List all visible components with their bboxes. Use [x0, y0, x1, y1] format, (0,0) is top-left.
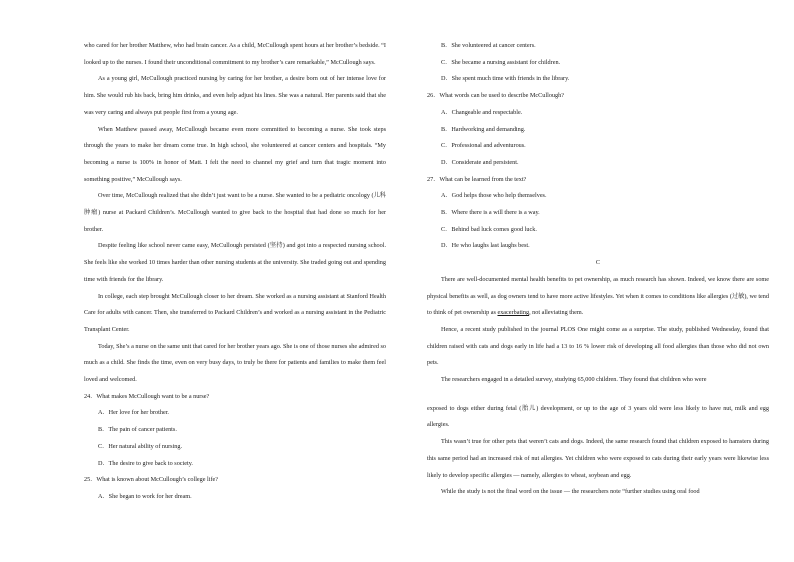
question-26-option-b: B．Hardworking and demanding.	[441, 125, 526, 133]
question-25-option-d: D．She spent much time with friends in the library.	[441, 75, 570, 83]
question-24-option-b: B．The pain of cancer patients.	[98, 426, 177, 434]
passage-c-paragraph-1-end: , not alleviating them.	[529, 309, 584, 317]
passage-c-paragraph-1-text: There are well-documented mental health benefits to pet ownership, as much research has shown. Indeed, we know there are some physical benefits as well, as dog owners tend to have more active lifestyles. Yet when it comes to conditions like allergies (过敏), we tend to think of pet ownership as	[427, 275, 769, 317]
question-25-option-a: A．She began to work for her dream.	[98, 492, 192, 500]
question-25-option-c: C．She became a nursing assistant for children.	[441, 58, 561, 66]
passage-c-paragraph-1	[427, 272, 769, 322]
passage-c-paragraph-3-continued: exposed to dogs either during fetal (胎儿) development, or up to the age of 3 years old were less likely to have nut, milk and egg allergies.	[427, 404, 769, 429]
question-26: 26．What words can be used to describe McCullough?	[427, 92, 564, 100]
passage-b-paragraph-5: Despite feeling like school never came easy, McCullough persisted (坚持) and got into a respected nursing school. She feels like she worked 10 times harder than other nursing students at the university. She traded going out and spending time with friends for the library.	[84, 242, 386, 283]
question-24-option-d: D．The desire to give back to society.	[98, 459, 193, 467]
passage-b-paragraph-6: In college, each step brought McCullough closer to her dream. She worked as a nursing assistant at Stanford Health Care for adults with cancer. Then, she transferred to Packard Children’s and worked as a nursing assistant in the Pediatric Transplant Center.	[84, 292, 386, 333]
question-25: 25．What is known about McCullough’s college life?	[84, 476, 219, 484]
question-26-option-d: D．Considerate and persistent.	[441, 158, 519, 166]
question-27: 27．What can be learned from the text?	[427, 175, 527, 183]
right-column	[427, 38, 769, 501]
question-27-option-b: B．Where there is a will there is a way.	[441, 209, 540, 217]
passage-b-paragraph-4: Over time, McCullough realized that she didn’t just want to be a nurse. She wanted to be a pediatric oncology (儿科肿瘤) nurse at Packard Children’s. McCullough wanted to give back to the hospital that had done so much for her brother.	[84, 192, 386, 233]
question-24: 24．What makes McCullough want to be a nurse?	[84, 392, 210, 400]
passage-b-paragraph-1: who cared for her brother Matthew, who had brain cancer. As a child, McCullough spent hours at her brother’s bedside. “I looked up to the nurses. I found their unconditional commitment to my brother’s care remarkable,” McCullough says.	[84, 42, 386, 66]
question-27-option-a: A．God helps those who help themselves.	[441, 192, 547, 200]
column-gap	[427, 389, 769, 401]
question-25-option-b: B．She volunteered at cancer centers.	[441, 42, 536, 49]
question-26-option-a: A．Changeable and respectable.	[441, 108, 523, 116]
underlined-word: exacerbating	[497, 309, 530, 317]
passage-b-paragraph-7: Today, She’s a nurse on the same unit that cared for her brother years ago. She is one of those nurses she admired so much as a child. She finds the time, even on very busy days, to truly be there for patients and families to make them feel loved and welcomed.	[84, 342, 386, 384]
passage-c-paragraph-4: This wasn’t true for other pets that weren’t cats and dogs. Indeed, the same research found that children exposed to hamsters during this same period had an increased risk of nut allergies. Yet children who were exposed to cats during their early years were likewise less likely to develop specific allergies — namely, allergies to wheat, soybean and egg.	[427, 438, 769, 479]
question-26-option-c: C．Professional and adventurous.	[441, 142, 526, 150]
question-27-option-d: D．He who laughs last laughs best.	[441, 242, 530, 250]
question-27-option-c: C．Behind bad luck comes good luck.	[441, 225, 537, 233]
passage-b-paragraph-2: As a young girl, McCullough practiced nursing by caring for her brother, a desire born out of her intense love for him. She would rub his back, bring him drinks, and even help adjust his lines. She was a natural. Her parents said that she was very caring and always put people first from a young age.	[84, 75, 386, 116]
passage-c-paragraph-2: Hence, a recent study published in the journal PLOS One might come as a surprise. The study, published Wednesday, found that children raised with cats and dogs early in life had a 13 to 16 % lower risk of developing all food allergies than those who did not own pets.	[427, 325, 769, 367]
question-24-option-a: A．Her love for her brother.	[98, 409, 169, 417]
passage-c-paragraph-5: While the study is not the final word on the issue — the researchers note “further studies using oral food	[441, 488, 700, 496]
question-24-option-c: C．Her natural ability of nursing.	[98, 442, 183, 450]
left-column	[84, 38, 386, 506]
passage-c-paragraph-3: The researchers engaged in a detailed survey, studying 65,000 children. They found that children who were	[441, 376, 707, 384]
section-c-heading: C	[595, 259, 601, 267]
passage-b-paragraph-3: When Matthew passed away, McCullough became even more committed to becoming a nurse. She took steps through the years to make her dream come true. In high school, she volunteered at cancer centers and hospitals. “My becoming a nurse is 100% in honor of Matt. I felt the need to channel my grief and turn that tragic moment into something positive,” McCullough says.	[84, 125, 386, 183]
